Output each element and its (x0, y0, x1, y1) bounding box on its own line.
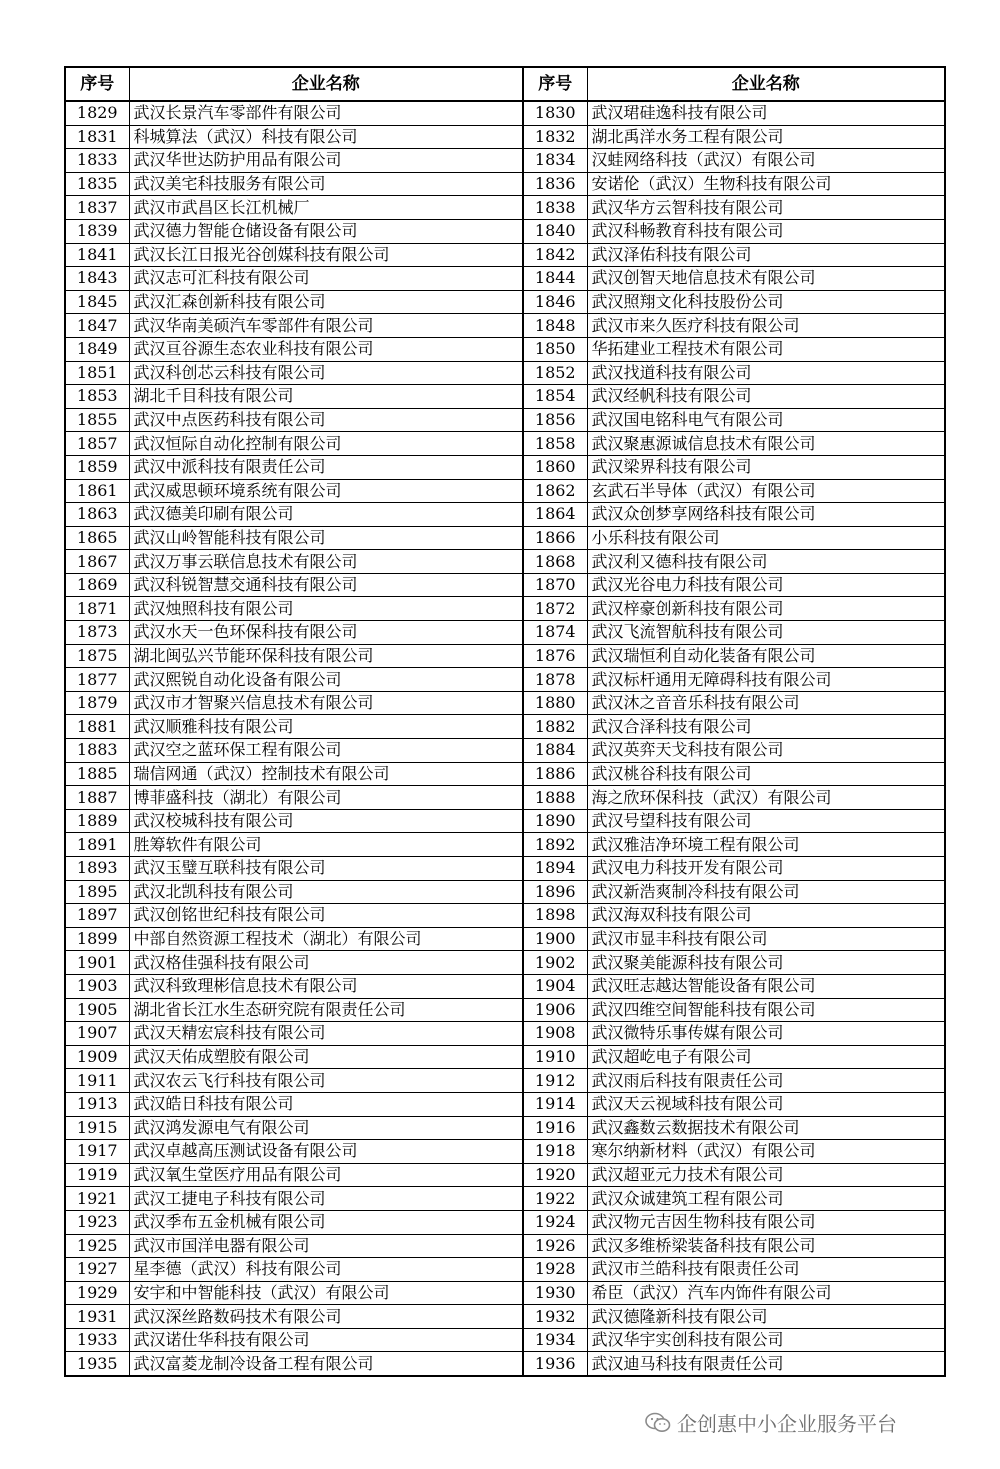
table-row (65, 1163, 945, 1187)
company-right: 武汉光谷电力科技有限公司 (587, 573, 945, 597)
company-left: 武汉顺雅科技有限公司 (129, 715, 523, 739)
table-row (65, 691, 945, 715)
company-left: 武汉科创芯云科技有限公司 (129, 361, 523, 385)
company-right: 武汉微特乐事传媒有限公司 (587, 1022, 945, 1046)
serial-right: 1906 (523, 998, 587, 1022)
table-row (65, 479, 945, 503)
serial-left: 1921 (65, 1187, 129, 1211)
company-right: 武汉德隆新科技有限公司 (587, 1305, 945, 1329)
company-left: 武汉季布五金机械有限公司 (129, 1210, 523, 1234)
company-left: 武汉华南美硕汽车零部件有限公司 (129, 314, 523, 338)
table-row (65, 739, 945, 763)
table-row (65, 1069, 945, 1093)
serial-left: 1919 (65, 1163, 129, 1187)
table-row (65, 408, 945, 432)
company-right: 武汉天云视域科技有限公司 (587, 1092, 945, 1116)
company-left: 武汉威思顿环境系统有限公司 (129, 479, 523, 503)
company-left: 武汉天佑成塑胶有限公司 (129, 1045, 523, 1069)
serial-left: 1857 (65, 432, 129, 456)
company-left: 武汉长景汽车零部件有限公司 (129, 101, 523, 125)
serial-left: 1849 (65, 337, 129, 361)
company-right: 武汉超亚元力技术有限公司 (587, 1163, 945, 1187)
table-row (65, 715, 945, 739)
company-right: 武汉雅洁净环境工程有限公司 (587, 833, 945, 857)
company-left: 武汉德力智能仓储设备有限公司 (129, 219, 523, 243)
table-row (65, 857, 945, 881)
company-right: 武汉多维桥梁装备科技有限公司 (587, 1234, 945, 1258)
company-right: 武汉鑫数云数据技术有限公司 (587, 1116, 945, 1140)
company-left: 科城算法（武汉）科技有限公司 (129, 125, 523, 149)
serial-right: 1854 (523, 385, 587, 409)
table-row (65, 833, 945, 857)
serial-left: 1913 (65, 1092, 129, 1116)
serial-right: 1846 (523, 290, 587, 314)
serial-left: 1897 (65, 904, 129, 928)
table-row (65, 786, 945, 810)
serial-left: 1901 (65, 951, 129, 975)
table-row (65, 974, 945, 998)
serial-right: 1834 (523, 149, 587, 173)
serial-left: 1835 (65, 172, 129, 196)
serial-right: 1914 (523, 1092, 587, 1116)
company-left: 武汉深丝路数码技术有限公司 (129, 1305, 523, 1329)
company-right: 武汉照翔文化科技股份公司 (587, 290, 945, 314)
table-row (65, 219, 945, 243)
company-right: 武汉新浩爽制冷科技有限公司 (587, 880, 945, 904)
serial-right: 1840 (523, 219, 587, 243)
company-left: 武汉格佳强科技有限公司 (129, 951, 523, 975)
company-right: 武汉电力科技开发有限公司 (587, 857, 945, 881)
table-row (65, 1187, 945, 1211)
table-row (65, 904, 945, 928)
company-left: 武汉美宅科技服务有限公司 (129, 172, 523, 196)
company-left: 星李德（武汉）科技有限公司 (129, 1258, 523, 1282)
serial-right: 1836 (523, 172, 587, 196)
serial-left: 1833 (65, 149, 129, 173)
serial-left: 1903 (65, 974, 129, 998)
serial-left: 1873 (65, 621, 129, 645)
table-row (65, 314, 945, 338)
company-right: 武汉号望科技有限公司 (587, 809, 945, 833)
company-left: 武汉富菱龙制冷设备工程有限公司 (129, 1352, 523, 1376)
table-row (65, 1352, 945, 1376)
company-right: 湖北禹洋水务工程有限公司 (587, 125, 945, 149)
serial-left: 1847 (65, 314, 129, 338)
serial-left: 1931 (65, 1305, 129, 1329)
serial-left: 1907 (65, 1022, 129, 1046)
company-right: 武汉找道科技有限公司 (587, 361, 945, 385)
company-right: 武汉众创梦享网络科技有限公司 (587, 503, 945, 527)
serial-right: 1924 (523, 1210, 587, 1234)
table-row (65, 1140, 945, 1164)
table-row (65, 1328, 945, 1352)
company-right: 武汉梓豪创新科技有限公司 (587, 597, 945, 621)
serial-right: 1904 (523, 974, 587, 998)
company-left: 武汉科锐智慧交通科技有限公司 (129, 573, 523, 597)
company-right: 武汉瑞恒利自动化装备有限公司 (587, 644, 945, 668)
table-row (65, 503, 945, 527)
serial-right: 1844 (523, 267, 587, 291)
serial-left: 1871 (65, 597, 129, 621)
company-left: 中部自然资源工程技术（湖北）有限公司 (129, 927, 523, 951)
serial-left: 1915 (65, 1116, 129, 1140)
company-left: 武汉工捷电子科技有限公司 (129, 1187, 523, 1211)
serial-right: 1896 (523, 880, 587, 904)
company-left: 武汉诺仕华科技有限公司 (129, 1328, 523, 1352)
serial-left: 1829 (65, 101, 129, 125)
serial-right: 1900 (523, 927, 587, 951)
serial-right: 1922 (523, 1187, 587, 1211)
company-right: 武汉珺硅逸科技有限公司 (587, 101, 945, 125)
serial-left: 1917 (65, 1140, 129, 1164)
serial-left: 1899 (65, 927, 129, 951)
company-left: 武汉校城科技有限公司 (129, 809, 523, 833)
company-left: 武汉市才智聚兴信息技术有限公司 (129, 691, 523, 715)
company-left: 武汉空之蓝环保工程有限公司 (129, 739, 523, 763)
serial-left: 1861 (65, 479, 129, 503)
company-left: 武汉山岭智能科技有限公司 (129, 526, 523, 550)
serial-left: 1831 (65, 125, 129, 149)
table-row (65, 455, 945, 479)
serial-left: 1891 (65, 833, 129, 857)
table-row (65, 762, 945, 786)
company-left: 武汉玉璧互联科技有限公司 (129, 857, 523, 881)
table-row (65, 1258, 945, 1282)
company-left: 武汉亘谷源生态农业科技有限公司 (129, 337, 523, 361)
company-right: 武汉聚美能源科技有限公司 (587, 951, 945, 975)
table-row (65, 550, 945, 574)
company-right: 希臣（武汉）汽车内饰件有限公司 (587, 1281, 945, 1305)
serial-left: 1887 (65, 786, 129, 810)
company-right: 武汉标杆通用无障碍科技有限公司 (587, 668, 945, 692)
company-right: 武汉合泽科技有限公司 (587, 715, 945, 739)
company-left: 武汉创铭世纪科技有限公司 (129, 904, 523, 928)
table-row (65, 927, 945, 951)
serial-left: 1843 (65, 267, 129, 291)
serial-left: 1895 (65, 880, 129, 904)
company-left: 武汉志可汇科技有限公司 (129, 267, 523, 291)
company-right: 武汉市兰皓科技有限责任公司 (587, 1258, 945, 1282)
company-right: 武汉迪马科技有限责任公司 (587, 1352, 945, 1376)
serial-left: 1851 (65, 361, 129, 385)
serial-right: 1856 (523, 408, 587, 432)
company-left: 湖北闽弘兴节能环保科技有限公司 (129, 644, 523, 668)
enterprise-list-table (64, 66, 946, 1377)
serial-left: 1859 (65, 455, 129, 479)
header-company-left: 企业名称 (129, 67, 523, 101)
serial-left: 1863 (65, 503, 129, 527)
header-serial-right: 序号 (523, 67, 587, 101)
company-right: 海之欣环保科技（武汉）有限公司 (587, 786, 945, 810)
company-right: 武汉创智天地信息技术有限公司 (587, 267, 945, 291)
company-left: 武汉华世达防护用品有限公司 (129, 149, 523, 173)
table-row (65, 1281, 945, 1305)
serial-right: 1888 (523, 786, 587, 810)
serial-left: 1905 (65, 998, 129, 1022)
company-left: 武汉长江日报光谷创媒科技有限公司 (129, 243, 523, 267)
serial-right: 1892 (523, 833, 587, 857)
company-right: 武汉旺志越达智能设备有限公司 (587, 974, 945, 998)
table-row (65, 1210, 945, 1234)
company-right: 武汉英弈天戈科技有限公司 (587, 739, 945, 763)
serial-right: 1858 (523, 432, 587, 456)
header-serial-left: 序号 (65, 67, 129, 101)
company-left: 武汉市国洋电器有限公司 (129, 1234, 523, 1258)
company-right: 武汉科畅教育科技有限公司 (587, 219, 945, 243)
company-left: 武汉卓越高压测试设备有限公司 (129, 1140, 523, 1164)
table-row (65, 1092, 945, 1116)
company-left: 武汉鸿发源电气有限公司 (129, 1116, 523, 1140)
table-row (65, 644, 945, 668)
company-right: 武汉聚惠源诚信息技术有限公司 (587, 432, 945, 456)
serial-right: 1878 (523, 668, 587, 692)
serial-left: 1929 (65, 1281, 129, 1305)
table-row (65, 337, 945, 361)
serial-right: 1842 (523, 243, 587, 267)
company-left: 武汉水天一色环保科技有限公司 (129, 621, 523, 645)
serial-left: 1881 (65, 715, 129, 739)
serial-left: 1869 (65, 573, 129, 597)
serial-right: 1850 (523, 337, 587, 361)
serial-right: 1886 (523, 762, 587, 786)
serial-left: 1853 (65, 385, 129, 409)
company-right: 武汉桃谷科技有限公司 (587, 762, 945, 786)
serial-right: 1830 (523, 101, 587, 125)
company-right: 武汉华宇实创科技有限公司 (587, 1328, 945, 1352)
serial-right: 1832 (523, 125, 587, 149)
table-row (65, 125, 945, 149)
serial-right: 1932 (523, 1305, 587, 1329)
table-row (65, 1305, 945, 1329)
serial-right: 1882 (523, 715, 587, 739)
company-right: 武汉沐之音音乐科技有限公司 (587, 691, 945, 715)
company-left: 湖北千目科技有限公司 (129, 385, 523, 409)
table-row (65, 385, 945, 409)
table-row (65, 951, 945, 975)
serial-right: 1866 (523, 526, 587, 550)
table-row (65, 196, 945, 220)
serial-right: 1898 (523, 904, 587, 928)
company-right: 武汉梁界科技有限公司 (587, 455, 945, 479)
table-row (65, 149, 945, 173)
serial-left: 1927 (65, 1258, 129, 1282)
company-right: 武汉物元吉因生物科技有限公司 (587, 1210, 945, 1234)
serial-right: 1876 (523, 644, 587, 668)
table-row (65, 668, 945, 692)
serial-left: 1925 (65, 1234, 129, 1258)
serial-left: 1889 (65, 809, 129, 833)
serial-right: 1910 (523, 1045, 587, 1069)
watermark (645, 1408, 897, 1437)
serial-left: 1933 (65, 1328, 129, 1352)
table-header (65, 67, 945, 101)
watermark-text: 企创惠中小企业服务平台 (677, 1412, 897, 1436)
company-right: 武汉四维空间智能科技有限公司 (587, 998, 945, 1022)
company-left: 武汉烛照科技有限公司 (129, 597, 523, 621)
company-left: 武汉万事云联信息技术有限公司 (129, 550, 523, 574)
serial-left: 1837 (65, 196, 129, 220)
table-row (65, 267, 945, 291)
company-left: 湖北省长江水生态研究院有限责任公司 (129, 998, 523, 1022)
company-right: 武汉国电铭科电气有限公司 (587, 408, 945, 432)
table-row (65, 880, 945, 904)
serial-right: 1920 (523, 1163, 587, 1187)
table-row (65, 432, 945, 456)
serial-right: 1874 (523, 621, 587, 645)
company-left: 武汉汇森创新科技有限公司 (129, 290, 523, 314)
table-row (65, 597, 945, 621)
company-left: 武汉农云飞行科技有限公司 (129, 1069, 523, 1093)
table-row (65, 998, 945, 1022)
company-right: 武汉市来久医疗科技有限公司 (587, 314, 945, 338)
company-right: 武汉利又德科技有限公司 (587, 550, 945, 574)
serial-left: 1893 (65, 857, 129, 881)
table-row (65, 101, 945, 125)
serial-left: 1867 (65, 550, 129, 574)
header-row (65, 67, 945, 101)
serial-right: 1918 (523, 1140, 587, 1164)
serial-right: 1934 (523, 1328, 587, 1352)
serial-left: 1911 (65, 1069, 129, 1093)
company-right: 寒尔纳新材料（武汉）有限公司 (587, 1140, 945, 1164)
serial-left: 1875 (65, 644, 129, 668)
company-left: 武汉恒际自动化控制有限公司 (129, 432, 523, 456)
table-row (65, 621, 945, 645)
serial-right: 1880 (523, 691, 587, 715)
company-right: 武汉雨后科技有限责任公司 (587, 1069, 945, 1093)
serial-right: 1884 (523, 739, 587, 763)
table-row (65, 1045, 945, 1069)
serial-left: 1885 (65, 762, 129, 786)
serial-left: 1883 (65, 739, 129, 763)
wechat-icon (645, 1412, 671, 1434)
company-left: 博菲盛科技（湖北）有限公司 (129, 786, 523, 810)
company-left: 武汉氧生堂医疗用品有限公司 (129, 1163, 523, 1187)
company-right: 武汉飞流智航科技有限公司 (587, 621, 945, 645)
company-left: 武汉熙锐自动化设备有限公司 (129, 668, 523, 692)
table-row (65, 1022, 945, 1046)
table-body (65, 101, 945, 1376)
company-left: 武汉科致理彬信息技术有限公司 (129, 974, 523, 998)
serial-right: 1936 (523, 1352, 587, 1376)
table-row (65, 1234, 945, 1258)
company-left: 安宇和中智能科技（武汉）有限公司 (129, 1281, 523, 1305)
serial-right: 1852 (523, 361, 587, 385)
table-row (65, 1116, 945, 1140)
serial-left: 1841 (65, 243, 129, 267)
table-row (65, 172, 945, 196)
company-right: 武汉市显丰科技有限公司 (587, 927, 945, 951)
company-right: 汉蛙网络科技（武汉）有限公司 (587, 149, 945, 173)
company-left: 武汉北凯科技有限公司 (129, 880, 523, 904)
serial-left: 1877 (65, 668, 129, 692)
serial-right: 1870 (523, 573, 587, 597)
serial-left: 1923 (65, 1210, 129, 1234)
serial-right: 1912 (523, 1069, 587, 1093)
serial-right: 1872 (523, 597, 587, 621)
serial-right: 1928 (523, 1258, 587, 1282)
company-left: 武汉天精宏宸科技有限公司 (129, 1022, 523, 1046)
serial-left: 1839 (65, 219, 129, 243)
serial-left: 1935 (65, 1352, 129, 1376)
serial-right: 1930 (523, 1281, 587, 1305)
table-row (65, 809, 945, 833)
serial-left: 1909 (65, 1045, 129, 1069)
serial-right: 1902 (523, 951, 587, 975)
serial-right: 1838 (523, 196, 587, 220)
header-company-right: 企业名称 (587, 67, 945, 101)
serial-right: 1864 (523, 503, 587, 527)
company-right: 武汉超屹电子有限公司 (587, 1045, 945, 1069)
company-left: 瑞信网通（武汉）控制技术有限公司 (129, 762, 523, 786)
company-right: 武汉华方云智科技有限公司 (587, 196, 945, 220)
serial-right: 1916 (523, 1116, 587, 1140)
table-row (65, 526, 945, 550)
company-left: 武汉中派科技有限责任公司 (129, 455, 523, 479)
serial-right: 1908 (523, 1022, 587, 1046)
company-right: 武汉经帆科技有限公司 (587, 385, 945, 409)
table-row (65, 290, 945, 314)
company-right: 安诺伦（武汉）生物科技有限公司 (587, 172, 945, 196)
company-right: 华拓建业工程技术有限公司 (587, 337, 945, 361)
serial-left: 1879 (65, 691, 129, 715)
company-right: 玄武石半导体（武汉）有限公司 (587, 479, 945, 503)
company-left: 武汉德美印刷有限公司 (129, 503, 523, 527)
table-row (65, 361, 945, 385)
company-left: 武汉中点医药科技有限公司 (129, 408, 523, 432)
company-left: 胜筹软件有限公司 (129, 833, 523, 857)
serial-right: 1862 (523, 479, 587, 503)
serial-right: 1848 (523, 314, 587, 338)
serial-right: 1894 (523, 857, 587, 881)
serial-left: 1845 (65, 290, 129, 314)
company-left: 武汉市武昌区长江机械厂 (129, 196, 523, 220)
serial-right: 1890 (523, 809, 587, 833)
serial-right: 1868 (523, 550, 587, 574)
serial-right: 1926 (523, 1234, 587, 1258)
company-left: 武汉皓日科技有限公司 (129, 1092, 523, 1116)
company-right: 武汉海双科技有限公司 (587, 904, 945, 928)
company-right: 武汉泽佑科技有限公司 (587, 243, 945, 267)
serial-left: 1855 (65, 408, 129, 432)
table-row (65, 573, 945, 597)
serial-right: 1860 (523, 455, 587, 479)
company-right: 武汉众诚建筑工程有限公司 (587, 1187, 945, 1211)
table-row (65, 243, 945, 267)
serial-left: 1865 (65, 526, 129, 550)
company-right: 小乐科技有限公司 (587, 526, 945, 550)
